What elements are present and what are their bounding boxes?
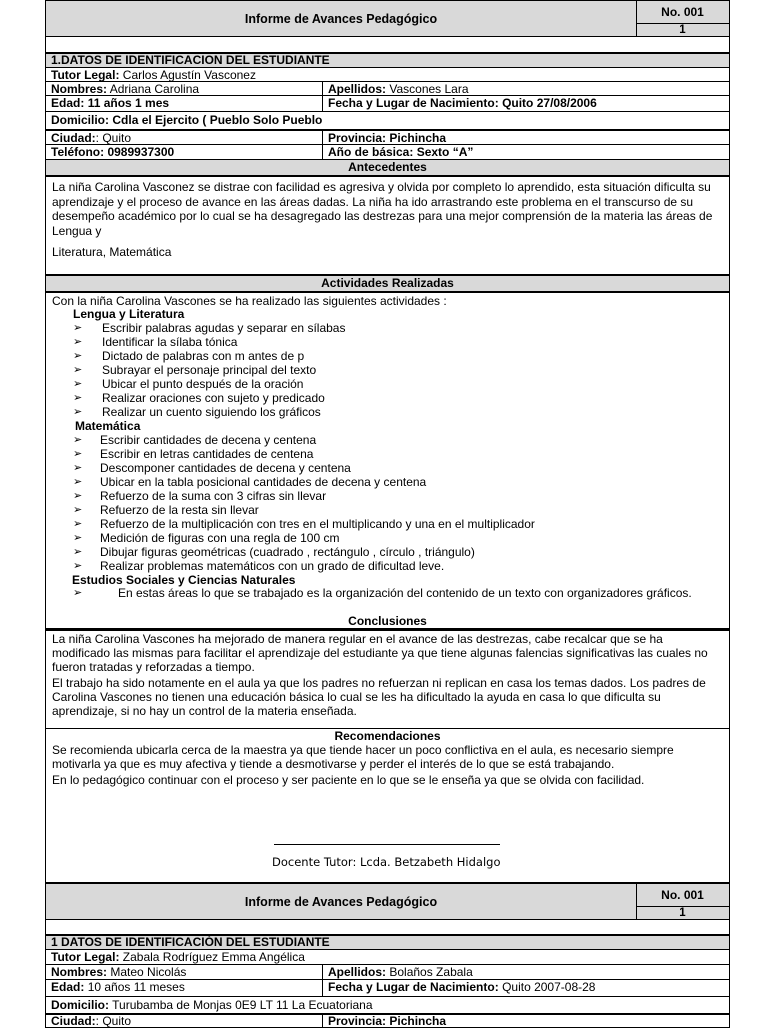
field-value: 0989937300: [107, 145, 175, 159]
signature-line: [274, 844, 500, 845]
arrow-tick-icon: ➢: [73, 546, 83, 558]
list-item-text: Identificar la sílaba tónica: [102, 335, 238, 349]
list-item: [73, 363, 729, 377]
signature-caption: Docente Tutor: Lcda. Betzabeth Hidalgo: [272, 855, 501, 869]
list-item: [73, 321, 729, 335]
sociales-title: Estudios Sociales y Ciencias Naturales: [72, 573, 296, 587]
antecedentes-body: [45, 177, 730, 275]
arrow-tick-icon: ➢: [73, 504, 83, 516]
list-item-text: Escribir palabras agudas y separar en sílabas: [102, 321, 346, 335]
field-value: Sexto “A”: [416, 145, 474, 159]
section-title-actividades: Actividades Realizadas: [45, 275, 730, 293]
list-item-text: Refuerzo de la multiplicación con tres en el multiplicando y una en el multiplicador: [100, 517, 535, 531]
field-value: Zabala Rodríguez Emma Angélica: [122, 950, 305, 964]
list-item: [73, 559, 729, 573]
field-value: Vascones Lara: [389, 82, 469, 96]
arrow-tick-icon: ➢: [73, 434, 83, 446]
list-item: [73, 377, 729, 391]
report-header: [45, 0, 730, 37]
field-value: 10 años 11 meses: [87, 980, 185, 994]
field-row-tutor-2: [45, 950, 730, 965]
list-item-text: Ubicar el punto después de la oración: [102, 377, 304, 391]
list-item-text: Escribir en letras cantidades de centena: [100, 447, 314, 461]
list-item-text: Refuerzo de la resta sin llevar: [100, 503, 259, 517]
arrow-tick-icon: ➢: [73, 518, 83, 530]
mate-title: Matemática: [75, 419, 141, 433]
list-item-text: Dibujar figuras geométricas (cuadrado , rectángulo , círculo , triángulo): [100, 545, 475, 559]
report-title: Informe de Avances Pedagógico: [46, 1, 637, 37]
field-value: Quito 27/08/2006: [502, 96, 597, 110]
arrow-tick-icon: ➢: [73, 532, 83, 544]
arrow-tick-icon: ➢: [73, 406, 83, 418]
section-title-recomendaciones: Recomendaciones: [334, 729, 441, 743]
list-item: [73, 475, 729, 489]
arrow-tick-icon: ➢: [73, 350, 83, 362]
recomendaciones-text-1: Se recomienda ubicarla cerca de la maestra ya que tiende hacer un poco conflictiva en el aula, es necesario siempre motivarla ya que es muy afectiva y tiende a desmotivarse y perder el interés de lo que se está trabajando.: [52, 743, 674, 771]
field-label: Fecha y Lugar de Nacimiento:: [328, 96, 499, 110]
list-item-text: Medición de figuras con una regla de 100 cm: [100, 531, 340, 545]
arrow-tick-icon: ➢: [73, 448, 83, 460]
report-number: 1: [679, 907, 686, 919]
field-row-nombres: [45, 82, 730, 96]
list-item: [73, 391, 729, 405]
field-row-ciudad: [45, 130, 730, 145]
field-label: Domicilio:: [51, 998, 110, 1012]
report-number-label: No. 001: [636, 1, 729, 24]
field-label: Edad:: [51, 96, 85, 110]
list-item: [73, 545, 729, 559]
list-item: [73, 461, 729, 475]
list-item-text: Refuerzo de la suma con 3 cifras sin llevar: [100, 489, 327, 503]
field-label: Edad:: [51, 980, 85, 994]
list-item: [73, 489, 729, 503]
list-item-text: Realizar oraciones con sujeto y predicado: [102, 391, 325, 405]
arrow-tick-icon: ➢: [73, 476, 83, 488]
field-label: Tutor Legal:: [51, 68, 120, 82]
field-label: Provincia:: [328, 1014, 387, 1028]
field-value: Pichincha: [389, 131, 447, 145]
field-value: Pichincha: [389, 1014, 447, 1028]
sociales-item: ➢ En estas áreas lo que se trabajado es la organización del contenido de un texto con organizadores gráficos.: [73, 586, 692, 600]
report-title: Informe de Avances Pedagógico: [46, 884, 637, 920]
report-number-label: No. 001: [636, 884, 729, 907]
list-item-text: Subrayar el personaje principal del texto: [102, 363, 317, 377]
antecedentes-text-2: Literatura, Matemática: [52, 245, 172, 259]
conclusiones-body: [45, 631, 730, 729]
arrow-tick-icon: ➢: [73, 336, 83, 348]
arrow-tick-icon: ➢: [73, 587, 83, 599]
section-title-conclusiones: Conclusiones: [45, 614, 730, 631]
report-header-2: [45, 883, 730, 920]
list-item-text: Realizar problemas matemáticos con un grado de dificultad leve.: [100, 559, 445, 573]
arrow-tick-icon: ➢: [73, 364, 83, 376]
recomendaciones-section: [45, 729, 730, 883]
field-row-ciudad-2: [45, 1014, 730, 1028]
spacer-row: [45, 920, 730, 935]
mate-list: [46, 433, 729, 573]
field-label: Nombres:: [51, 965, 108, 979]
list-item-text: Escribir cantidades de decena y centena: [100, 433, 317, 447]
spacer-row: [45, 37, 730, 53]
list-item: [73, 405, 729, 419]
field-row-telefono: [45, 145, 730, 160]
arrow-tick-icon: ➢: [73, 490, 83, 502]
field-value: Cdla el Ejercito ( Pueblo Solo Pueblo: [112, 113, 323, 127]
list-item: [73, 517, 729, 531]
arrow-tick-icon: ➢: [73, 322, 83, 334]
report-number: 1: [679, 24, 686, 36]
field-row-nombres-2: [45, 965, 730, 980]
field-label: Nombres:: [51, 82, 108, 96]
list-item-text: Dictado de palabras con m antes de p: [102, 349, 305, 363]
list-item-text: Realizar un cuento siguiendo los gráficos: [102, 405, 321, 419]
field-label: Domicilio:: [51, 113, 110, 127]
field-value: Mateo Nicolás: [110, 965, 187, 979]
conclusiones-text-1: La niña Carolina Vascones ha mejorado de manera regular en el avance de las destrezas, cabe recalcar que se ha modificado las mismas para facilitar el aprendizaje del estudiante ya que tiene algunas falencias significativas las cuales no fueron tratadas y reforzadas a tiempo.: [52, 632, 708, 674]
field-label: Ciudad:: [51, 131, 96, 145]
field-row-domicilio-2: [45, 997, 730, 1014]
field-label: Apellidos:: [328, 965, 387, 979]
field-label: Año de básica:: [328, 145, 414, 159]
recomendaciones-text-2: En lo pedagógico continuar con el proceso y ser paciente en lo que se le enseña ya que se olvida con facilidad.: [52, 773, 645, 787]
field-label: Ciudad:: [51, 1014, 96, 1028]
field-value: Bolaños Zabala: [389, 965, 473, 979]
list-item: [73, 447, 729, 461]
field-label: Provincia:: [328, 131, 387, 145]
section-title-identification: 1.DATOS DE IDENTIFICACION DEL ESTUDIANTE: [45, 52, 730, 68]
list-item: [73, 531, 729, 545]
field-label: Fecha y Lugar de Nacimiento:: [328, 980, 499, 994]
list-item: [73, 433, 729, 447]
list-item: [73, 335, 729, 349]
lengua-title: Lengua y Literatura: [73, 307, 185, 321]
field-value: Quito 2007-08-28: [502, 980, 596, 994]
conclusiones-text-2: El trabajo ha sido notamente en el aula ya que los padres no refuerzan ni replican en casa los temas dados. Los padres de Carolina Vascones no tienen una educación básica lo cual se les ha dificultado la ayuda en casa lo que dificulta su aprendizaje, si no hay un control de la materia enseñada.: [52, 676, 706, 718]
section-title-identification-2: 1 DATOS DE IDENTIFICACIÓN DEL ESTUDIANTE: [45, 934, 730, 950]
field-value: Adriana Carolina: [109, 82, 200, 96]
field-label: Apellidos:: [328, 82, 387, 96]
list-item-text: Descomponer cantidades de decena y centena: [100, 461, 351, 475]
field-value: 11 años 1 mes: [87, 96, 170, 110]
field-value: Turubamba de Monjas 0E9 LT 11 La Ecuatoriana: [112, 998, 373, 1012]
field-value: Carlos Agustín Vasconez: [122, 68, 256, 82]
field-value: : Quito: [95, 131, 132, 145]
lengua-list: [46, 321, 729, 419]
antecedentes-text: La niña Carolina Vasconez se distrae con facilidad es agresiva y olvida por completo lo aprendido, esta situación dificulta su aprendizaje y el proceso de avance en las áreas dadas. La niña ha ido arrastrando este problema en el transcurso de su desempeño académico por lo cual se ha desagregado las destrezas para una mejor comprensión de la materia las áreas de Lengua y: [52, 180, 713, 238]
field-label: Teléfono:: [51, 145, 105, 159]
arrow-tick-icon: ➢: [73, 462, 83, 474]
list-item: [73, 349, 729, 363]
field-row-edad: [45, 96, 730, 112]
field-row-domicilio: [45, 112, 730, 130]
arrow-tick-icon: ➢: [73, 378, 83, 390]
list-item-text: Ubicar en la tabla posicional cantidades de decena y centena: [100, 475, 427, 489]
arrow-tick-icon: ➢: [73, 560, 83, 572]
list-item: [73, 503, 729, 517]
field-label: Tutor Legal:: [51, 950, 120, 964]
arrow-tick-icon: ➢: [73, 392, 83, 404]
field-value: : Quito: [95, 1014, 132, 1028]
actividades-body: [45, 293, 730, 629]
field-row-edad-2: [45, 980, 730, 997]
field-row-tutor: [45, 68, 730, 82]
section-title-antecedentes: Antecedentes: [45, 160, 730, 177]
actividades-intro: Con la niña Carolina Vascones se ha realizado las siguientes actividades :: [52, 294, 447, 308]
